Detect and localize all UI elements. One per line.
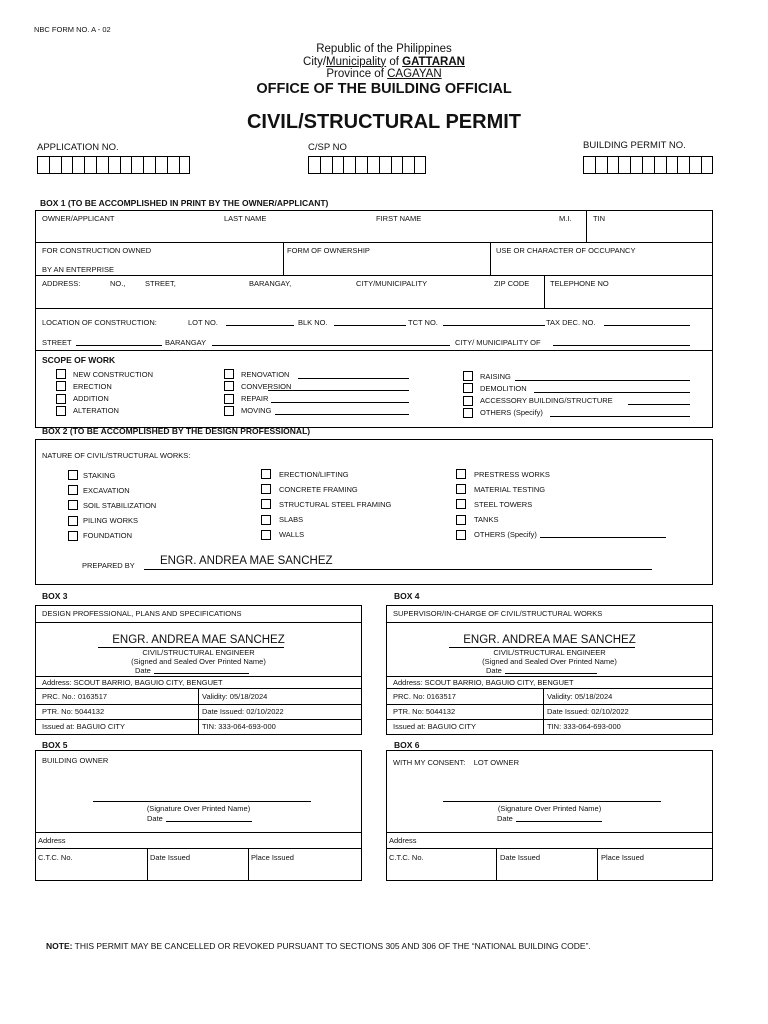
nature-col1-checkbox-3[interactable] xyxy=(68,516,78,526)
nature-col3-label-1: MATERIAL TESTING xyxy=(474,484,546,494)
address-label: ADDRESS: xyxy=(42,279,81,288)
tct-no-input[interactable] xyxy=(443,325,545,326)
nature-label: NATURE OF CIVIL/STRUCTURAL WORKS: xyxy=(42,451,191,460)
box6-date-issued-label: Date Issued xyxy=(500,853,541,862)
prepared-by-value: ENGR. ANDREA MAE SANCHEZ xyxy=(160,555,333,567)
nature-col3-label-0: PRESTRESS WORKS xyxy=(474,469,550,479)
box1-title: BOX 1 (TO BE ACCOMPLISHED IN PRINT BY THE OWNER/APPLICANT) xyxy=(40,198,329,208)
scope-col3-checkbox-2[interactable] xyxy=(463,396,473,406)
box6-address-label: Address xyxy=(389,836,417,845)
csp-no-input[interactable] xyxy=(308,156,426,174)
office-title: OFFICE OF THE BUILDING OFFICIAL xyxy=(256,81,512,97)
province-name: CAGAYAN xyxy=(387,68,442,80)
box5-label: BOX 5 xyxy=(42,740,68,750)
box3-tin: TIN: 333-064-693-000 xyxy=(202,722,276,731)
scope-col2-label-3: MOVING xyxy=(241,406,272,416)
scope-col3-line-3[interactable] xyxy=(550,416,690,417)
nature-col2-checkbox-3[interactable] xyxy=(261,515,271,525)
box3-signed-note: (Signed and Sealed Over Printed Name) xyxy=(131,657,266,666)
nature-col2-label-1: CONCRETE FRAMING xyxy=(279,484,358,494)
box4-validity: Validity: 05/18/2024 xyxy=(547,692,613,701)
box3-ptr: PTR. No: 5044132 xyxy=(42,707,105,716)
csp-no-label: C/SP NO xyxy=(308,142,347,153)
box3-address: Address: SCOUT BARRIO, BAGUIO CITY, BENGUET xyxy=(42,678,223,687)
scope-col3-label-1: DEMOLITION xyxy=(480,383,527,393)
box5-ctc-label: C.T.C. No. xyxy=(38,853,73,862)
tax-dec-no-label: TAX DEC. NO. xyxy=(546,318,596,327)
scope-col1-label-3: ALTERATION xyxy=(73,406,119,416)
box3-prc: PRC. No.: 0163517 xyxy=(42,692,108,701)
box4-ptr: PTR. No: 5044132 xyxy=(393,707,456,716)
box3-date-label: Date xyxy=(135,666,151,675)
owner-applicant-label: OWNER/APPLICANT xyxy=(42,214,115,223)
nature-others-line[interactable] xyxy=(540,537,666,538)
zip-code-label: ZIP CODE xyxy=(494,279,530,288)
location-label: LOCATION OF CONSTRUCTION: xyxy=(42,318,157,327)
box2 xyxy=(35,439,713,585)
box3-label: BOX 3 xyxy=(42,591,68,601)
republic-text: Republic of the Philippines xyxy=(316,43,452,55)
scope-col2-label-0: RENOVATION xyxy=(241,369,290,379)
scope-col2-checkbox-2[interactable] xyxy=(224,394,234,404)
box3-heading: DESIGN PROFESSIONAL, PLANS AND SPECIFICATIONS xyxy=(42,609,242,618)
nature-col1-label-3: PILING WORKS xyxy=(83,516,139,526)
building-permit-no-label: BUILDING PERMIT NO. xyxy=(583,140,686,151)
blk-no-input[interactable] xyxy=(334,325,406,326)
street-input[interactable] xyxy=(76,345,162,346)
box5-date-input[interactable] xyxy=(166,821,252,822)
box5-signature-label: (Signature Over Printed Name) xyxy=(146,804,251,813)
box4-date-label: Date xyxy=(486,666,502,675)
note xyxy=(46,941,591,951)
application-no-input[interactable] xyxy=(37,156,190,174)
box4-label: BOX 4 xyxy=(394,591,420,601)
box6-ctc-label: C.T.C. No. xyxy=(389,853,424,862)
scope-col2-line-1[interactable] xyxy=(268,390,409,391)
box6-date-input[interactable] xyxy=(516,821,602,822)
scope-of-work-title: SCOPE OF WORK xyxy=(42,355,116,365)
box5-date-label: Date xyxy=(147,814,163,823)
city-municipality-input[interactable] xyxy=(553,345,690,346)
box4-heading: SUPERVISOR/IN-CHARGE OF CIVIL/STRUCTURAL WORKS xyxy=(393,609,603,618)
telephone-no-label: TELEPHONE NO xyxy=(550,279,609,288)
box3-validity: Validity: 05/18/2024 xyxy=(202,692,268,701)
nature-col2-checkbox-4[interactable] xyxy=(261,530,271,540)
note-label: NOTE: xyxy=(46,941,73,951)
nature-col2-checkbox-1[interactable] xyxy=(261,484,271,494)
nature-col2-label-0: ERECTION/LIFTING xyxy=(279,469,349,479)
box3-date-issued: Date Issued: 02/10/2022 xyxy=(202,707,284,716)
box3-profession: CIVIL/STRUCTURAL ENGINEER xyxy=(142,648,255,657)
scope-col2-checkbox-1[interactable] xyxy=(224,381,234,391)
scope-col1-checkbox-1[interactable] xyxy=(56,381,66,391)
nature-col1-label-2: SOIL STABILIZATION xyxy=(83,500,157,510)
last-name-label: LAST NAME xyxy=(224,214,267,223)
box4-engineer-name: ENGR. ANDREA MAE SANCHEZ xyxy=(463,634,636,646)
prepared-by-label: PREPARED BY xyxy=(82,561,135,570)
scope-col3-checkbox-0[interactable] xyxy=(463,371,473,381)
scope-col3-checkbox-3[interactable] xyxy=(463,408,473,418)
box6 xyxy=(386,750,713,881)
nature-col3-label-4: OTHERS (Specify) xyxy=(474,530,537,540)
box4-date-issued: Date Issued: 02/10/2022 xyxy=(547,707,629,716)
address-barangay-label: BARANGAY, xyxy=(249,279,292,288)
box3-issued-at: Issued at: BAGUIO CITY xyxy=(42,722,125,731)
box3-engineer-name: ENGR. ANDREA MAE SANCHEZ xyxy=(112,634,285,646)
box6-date-label: Date xyxy=(497,814,513,823)
nature-col2-label-2: STRUCTURAL STEEL FRAMING xyxy=(279,499,392,509)
form-number: NBC FORM NO. A - 02 xyxy=(34,25,111,34)
tax-dec-no-input[interactable] xyxy=(604,325,690,326)
box4-prc: PRC. No: 0163517 xyxy=(393,692,456,701)
building-permit-no-input[interactable] xyxy=(583,156,713,174)
nature-col1-label-1: EXCAVATION xyxy=(83,485,130,495)
tct-no-label: TCT NO. xyxy=(408,318,438,327)
scope-col1-label-0: NEW CONSTRUCTION xyxy=(73,369,153,379)
nature-col3-label-3: TANKS xyxy=(474,515,499,525)
nature-col1-label-0: STAKING xyxy=(83,470,116,480)
scope-col2-checkbox-0[interactable] xyxy=(224,369,234,379)
address-street-label: STREET, xyxy=(145,279,176,288)
nature-col1-checkbox-4[interactable] xyxy=(68,531,78,541)
scope-col2-line-2[interactable] xyxy=(271,402,409,403)
nature-col3-checkbox-2[interactable] xyxy=(456,499,466,509)
scope-col1-label-2: ADDITION xyxy=(73,394,109,404)
scope-col1-checkbox-3[interactable] xyxy=(56,406,66,416)
street-label: STREET xyxy=(42,338,72,347)
nature-col3-checkbox-3[interactable] xyxy=(456,515,466,525)
city-line: City/Municipality of GATTARAN xyxy=(303,55,465,68)
box4-address: Address: SCOUT BARRIO, BAGUIO CITY, BENGUET xyxy=(393,678,574,687)
barangay-input[interactable] xyxy=(212,345,450,346)
nature-col2-checkbox-0[interactable] xyxy=(261,469,271,479)
scope-col2-line-0[interactable] xyxy=(298,378,409,379)
mi-label: M.I. xyxy=(559,214,572,223)
scope-col3-label-0: RAISING xyxy=(480,371,511,381)
box6-signature-input[interactable] xyxy=(443,801,661,802)
address-city-label: CITY/MUNICIPALITY xyxy=(356,279,428,288)
first-name-label: FIRST NAME xyxy=(376,214,422,223)
nature-col1-checkbox-0[interactable] xyxy=(68,470,78,480)
box4-date-input[interactable] xyxy=(505,673,597,674)
box5-heading: BUILDING OWNER xyxy=(42,756,109,765)
box4-signed-note: (Signed and Sealed Over Printed Name) xyxy=(482,657,617,666)
scope-col3-line-0[interactable] xyxy=(515,380,690,381)
box5-place-issued-label: Place Issued xyxy=(251,853,294,862)
nature-col3-checkbox-1[interactable] xyxy=(456,484,466,494)
scope-col3-label-3: OTHERS (Specify) xyxy=(480,408,543,418)
scope-col2-label-2: REPAIR xyxy=(241,394,269,404)
by-an-enterprise-label: BY AN ENTERPRISE xyxy=(42,265,114,274)
form-of-ownership-label: FORM OF OWNERSHIP xyxy=(287,246,370,255)
note-text: THIS PERMIT MAY BE CANCELLED OR REVOKED PURSUANT TO SECTIONS 305 AND 306 OF THE “NATIONAL BUILDING CODE”. xyxy=(72,941,591,951)
box3-date-input[interactable] xyxy=(154,673,249,674)
nature-col1-checkbox-2[interactable] xyxy=(68,500,78,510)
scope-col3-label-2: ACCESSORY BUILDING/STRUCTURE xyxy=(480,396,613,406)
box5 xyxy=(35,750,362,881)
box6-signature-label: (Signature Over Printed Name) xyxy=(497,804,602,813)
prepared-by-input[interactable] xyxy=(144,569,652,570)
city-name: GATTARAN xyxy=(402,55,465,68)
box6-place-issued-label: Place Issued xyxy=(601,853,644,862)
use-or-character-label: USE OR CHARACTER OF OCCUPANCY xyxy=(496,246,636,255)
box4-issued-at: Issued at: BAGUIO CITY xyxy=(393,722,476,731)
lot-no-label: LOT NO. xyxy=(188,318,218,327)
scope-col1-label-1: ERECTION xyxy=(73,381,112,391)
box6-heading: WITH MY CONSENT: LOT OWNER xyxy=(393,758,519,767)
box2-title: BOX 2 (TO BE ACCOMPLISHED BY THE DESIGN PROFESSIONAL) xyxy=(42,426,311,436)
box5-address-label: Address xyxy=(38,836,66,845)
nature-col1-label-4: FOUNDATION xyxy=(83,531,133,541)
nature-col3-label-2: STEEL TOWERS xyxy=(474,499,533,509)
scope-col2-label-1: CONVERSION xyxy=(241,381,292,391)
nature-col2-label-4: WALLS xyxy=(279,530,305,540)
nature-col2-label-3: SLABS xyxy=(279,515,304,525)
lot-no-input[interactable] xyxy=(226,325,294,326)
address-no-label: NO., xyxy=(110,279,126,288)
scope-col3-line-2[interactable] xyxy=(628,404,690,405)
barangay-label: BARANGAY xyxy=(165,338,207,347)
nature-col3-checkbox-4[interactable] xyxy=(456,530,466,540)
scope-col3-line-1[interactable] xyxy=(534,392,690,393)
nature-col1-checkbox-1[interactable] xyxy=(68,485,78,495)
province-line: Province of CAGAYAN xyxy=(326,68,442,80)
box4-tin: TIN: 333-064-693-000 xyxy=(547,722,621,731)
box6-label: BOX 6 xyxy=(394,740,420,750)
box5-signature-input[interactable] xyxy=(93,801,311,802)
box5-date-issued-label: Date Issued xyxy=(150,853,191,862)
blk-no-label: BLK NO. xyxy=(298,318,328,327)
scope-col1-checkbox-0[interactable] xyxy=(56,369,66,379)
scope-col1-checkbox-2[interactable] xyxy=(56,394,66,404)
city-municipality-label: CITY/ MUNICIPALITY OF xyxy=(455,338,541,347)
header-block xyxy=(0,43,768,81)
for-construction-owned-label: FOR CONSTRUCTION OWNED xyxy=(42,246,152,255)
nature-col2-checkbox-2[interactable] xyxy=(261,499,271,509)
application-no-label: APPLICATION NO. xyxy=(37,142,119,153)
tin-label: TIN xyxy=(593,214,606,223)
nature-col3-checkbox-0[interactable] xyxy=(456,469,466,479)
box4-profession: CIVIL/STRUCTURAL ENGINEER xyxy=(493,648,606,657)
scope-col3-checkbox-1[interactable] xyxy=(463,383,473,393)
page-title: CIVIL/STRUCTURAL PERMIT xyxy=(246,111,522,133)
scope-col2-line-3[interactable] xyxy=(275,414,409,415)
scope-col2-checkbox-3[interactable] xyxy=(224,406,234,416)
